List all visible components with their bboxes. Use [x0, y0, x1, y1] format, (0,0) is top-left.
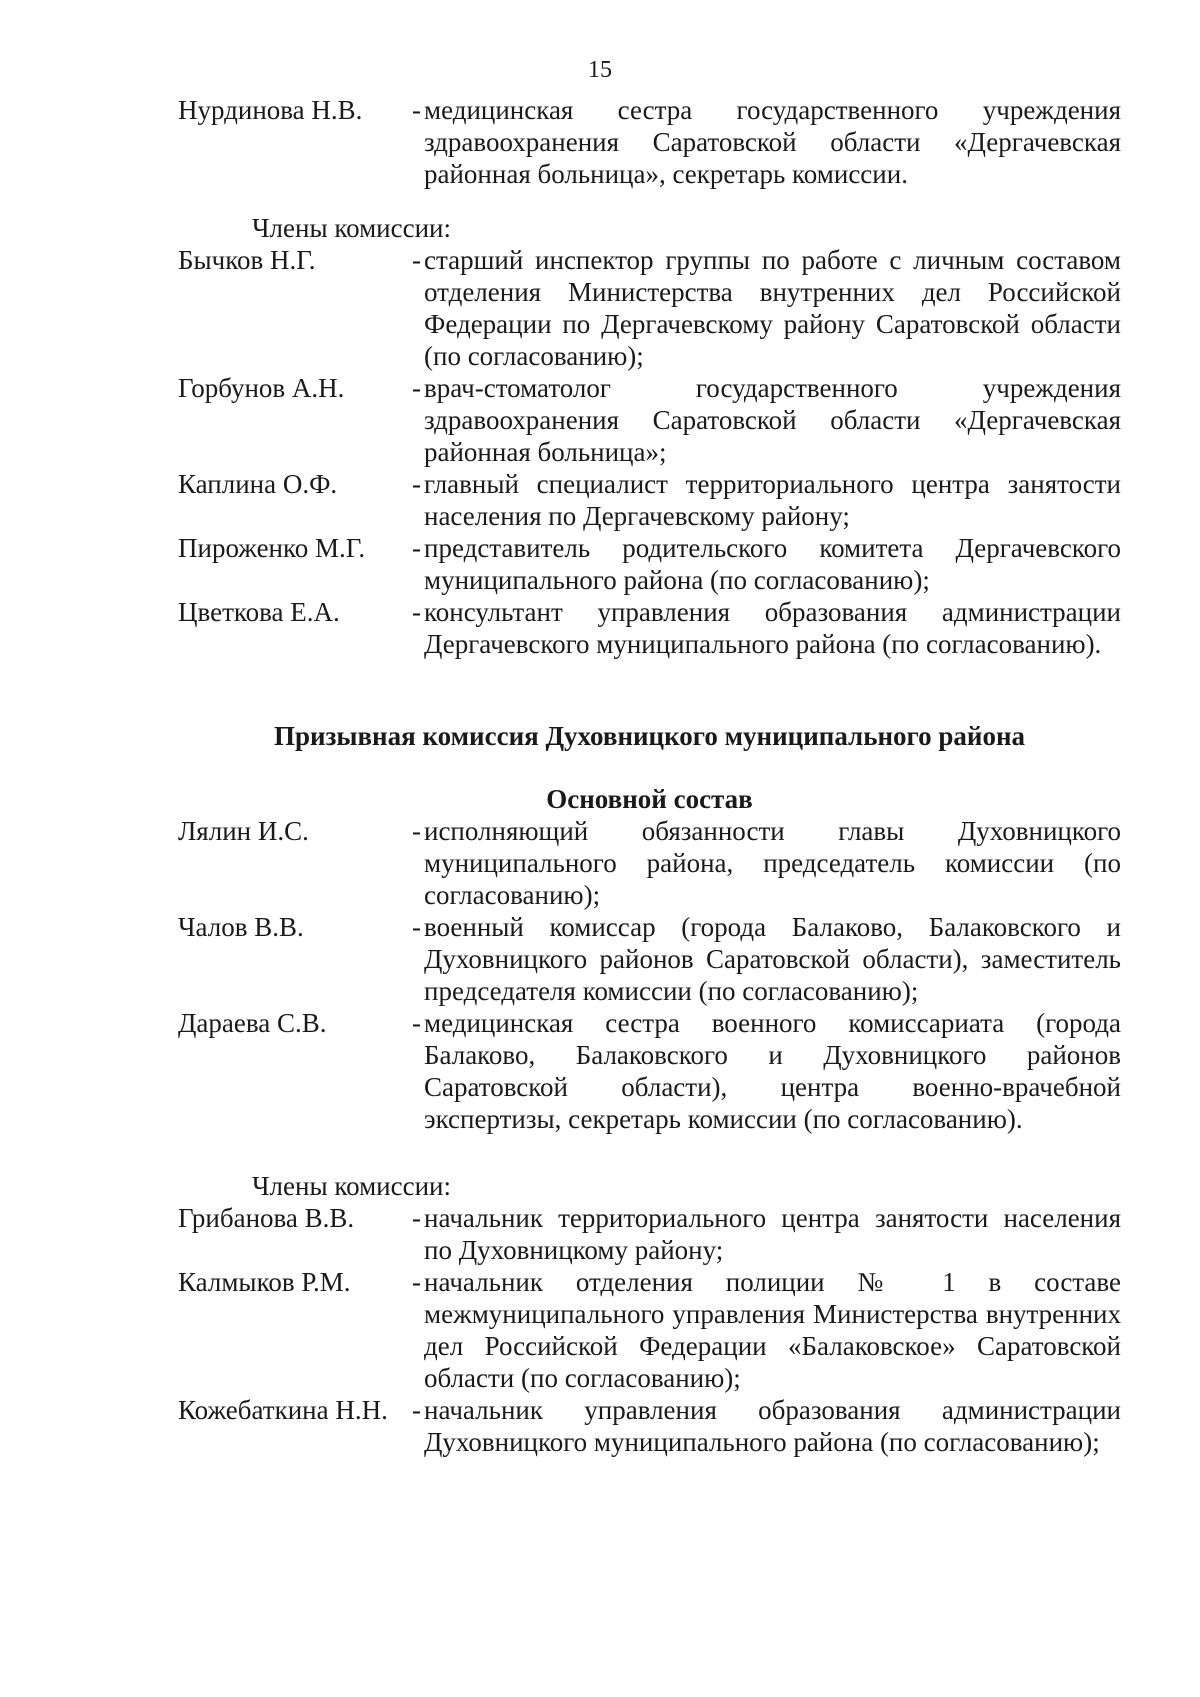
member-entry	[178, 815, 1121, 911]
member-description: - консультант управления образования администрации Дергачевского муниципального района (по согласованию).	[424, 596, 1121, 660]
member-name: Каплина О.Ф.	[178, 469, 338, 499]
member-entry	[178, 1266, 1121, 1394]
member-description: - медицинская сестра государственного учреждения здравоохранения Саратовской области «Дергачевская районная больница», секретарь комиссии.	[424, 94, 1121, 190]
member-entry	[178, 596, 1121, 660]
section-title: Призывная комиссия Духовницкого муниципального района	[273, 721, 1026, 751]
member-description: - старший инспектор группы по работе с личным составом отделения Министерства внутренних дел Российской Федерации по Дергачевскому району Саратовской области (по согласованию);	[424, 244, 1121, 372]
member-entry	[178, 911, 1121, 1007]
member-name: Горбунов А.Н.	[178, 373, 345, 403]
member-entry	[178, 94, 1121, 190]
member-description: - медицинская сестра военного комиссариата (города Балаково, Балаковского и Духовницкого районов Саратовской области), центра военно-врачебной экспертизы, секретарь комиссии (по согласованию).	[424, 1007, 1121, 1135]
member-entry	[178, 1007, 1121, 1135]
member-description: - главный специалист территориального центра занятости населения по Дергачевскому району;	[424, 468, 1121, 532]
member-description: - военный комиссар (города Балаково, Балаковского и Духовницкого районов Саратовской области), заместитель председателя комиссии (по согласованию);	[424, 911, 1121, 1007]
member-name: Чалов В.В.	[178, 912, 304, 942]
member-description: - начальник отделения полиции № 1 в составе межмуниципального управления Министерства внутренних дел Российской Федерации «Балаковское» Саратовской области (по согласованию);	[424, 1266, 1121, 1394]
member-name: Цветкова Е.А.	[178, 597, 340, 627]
main-composition-title: Основной состав	[546, 784, 753, 814]
member-entry	[178, 1394, 1121, 1458]
member-description: - исполняющий обязанности главы Духовницкого муниципального района, председатель комиссии (по согласованию);	[424, 815, 1121, 911]
member-description: - врач-стоматолог государственного учреждения здравоохранения Саратовской области «Дергачевская районная больница»;	[424, 372, 1121, 468]
member-name: Грибанова В.В.	[178, 1203, 355, 1233]
member-description: - начальник управления образования администрации Духовницкого муниципального района (по согласованию);	[424, 1394, 1121, 1458]
member-entry	[178, 468, 1121, 532]
member-name: Нурдинова Н.В.	[178, 95, 363, 125]
member-description: - начальник территориального центра занятости населения по Духовницкому району;	[424, 1202, 1121, 1266]
block-members-2	[178, 1170, 1121, 1458]
member-name: Калмыков Р.М.	[178, 1267, 351, 1297]
member-name: Дараева С.В.	[178, 1008, 327, 1038]
member-name: Кожебаткина Н.Н.	[178, 1395, 388, 1425]
member-entry	[178, 1202, 1121, 1266]
members-label: Члены комиссии:	[252, 1171, 451, 1201]
member-entry	[178, 532, 1121, 596]
member-name: Бычков Н.Г.	[178, 245, 316, 275]
member-entry	[178, 372, 1121, 468]
members-label: Члены комиссии:	[252, 213, 451, 243]
member-description: - представитель родительского комитета Дергачевского муниципального района (по согласованию);	[424, 532, 1121, 596]
page-number: 15	[588, 57, 612, 83]
member-name: Лялин И.С.	[178, 816, 309, 846]
block-members-1	[178, 212, 1121, 660]
member-name: Пироженко М.Г.	[178, 533, 366, 563]
block-secretary	[178, 94, 1121, 190]
member-entry	[178, 244, 1121, 372]
block-main-composition	[178, 783, 1121, 1135]
